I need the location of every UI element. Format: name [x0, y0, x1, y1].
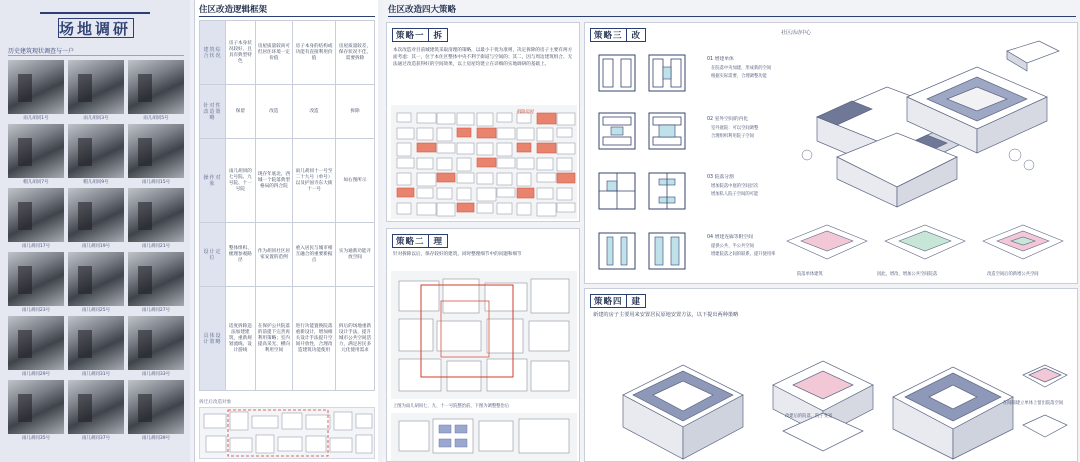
framework-title-rule [199, 16, 375, 17]
building-lot [437, 128, 452, 141]
site-photo [128, 380, 184, 444]
hutong-photo [8, 316, 64, 370]
strategy-name: 建 [631, 297, 641, 307]
demolished-building [477, 128, 496, 138]
table-cell: 雨儿胡同的七号院、九号院、十一号院 [226, 139, 256, 223]
modification-title: 02 室外空间的内化 [707, 117, 749, 122]
site-photo [128, 188, 184, 252]
site-photo [68, 188, 124, 252]
site-photo [68, 316, 124, 380]
table-cell: 房子本身状况较好、且具有典型特色 [226, 21, 256, 85]
new-build-caption-one: 改建后的院落，院子变宽 [785, 414, 833, 419]
building-lot [477, 113, 493, 126]
strategy-two-note: 上图为雨儿胡同七、九、十一号院整治前，下图为调整整治后 [393, 404, 510, 409]
row-head: 设计定位 [200, 223, 226, 287]
hutong-photo [8, 252, 64, 306]
community-center-heading: 社区活动中心 [781, 30, 812, 36]
photo-row [8, 188, 184, 252]
strategies-title-rule [388, 16, 1076, 17]
building-lot [477, 173, 493, 184]
photo-caption: 雨儿胡同19号 [81, 244, 111, 249]
strategies-panel [382, 0, 1080, 462]
hutong-photo [128, 60, 184, 114]
variant-caption: 院落单体建筑 [797, 272, 823, 277]
photo-caption: 雨儿胡同25号 [81, 308, 111, 313]
demolished-building [477, 158, 496, 167]
photo-caption: 雨儿胡同1号 [23, 116, 49, 121]
after-plan [391, 413, 577, 461]
table-cell: 房子本身的结构或功能有直接利用价值 [293, 21, 336, 85]
photo-caption: 雨儿胡同35号 [21, 436, 51, 441]
survey-subtitle: 历史建筑现状调查与一户 [8, 48, 75, 55]
table-cell: 房屋质量较差，保存状况不佳，需要拆除 [335, 21, 374, 85]
photo-caption: 雨儿胡同31号 [81, 372, 111, 377]
demolished-building [537, 143, 556, 153]
site-photo [8, 124, 64, 188]
table-row [200, 85, 375, 139]
demolished-building [457, 128, 471, 137]
row-head: 建筑综合状况 [200, 21, 226, 85]
framework-title: 住区改造逻辑框架 [199, 5, 268, 15]
photo-caption: 雨儿胡同29号 [21, 372, 51, 377]
photo-caption: 雨儿胡同17号 [21, 244, 51, 249]
courtyard-diagrams [593, 49, 703, 279]
demolition-label: 拆除房屋 [517, 110, 535, 115]
new-build-axonometrics [593, 335, 1073, 461]
building-lot [417, 188, 433, 198]
reorganize-plan [391, 271, 577, 399]
after-map [391, 413, 577, 461]
strategy-three-tag [590, 28, 646, 42]
building-lot [397, 203, 411, 214]
building-lot [497, 173, 512, 185]
building-lot [557, 143, 575, 154]
row-head: 操作对象 [200, 139, 226, 223]
demolished-building [417, 143, 436, 152]
table-cell: 实为通新功能开放空间 [335, 223, 374, 287]
building-lot [497, 188, 515, 197]
building-lot [417, 203, 436, 215]
site-photo [8, 188, 64, 252]
building-lot [497, 203, 512, 214]
site-survey-panel [0, 0, 190, 462]
strategy-number: 策略二 [396, 237, 425, 247]
subtitle-rule [8, 55, 184, 56]
hutong-photo [128, 124, 184, 178]
photo-caption: 雨儿胡同15号 [141, 180, 171, 185]
modification-line: 增建院落之间的联系，提升使用率 [711, 252, 776, 257]
building-lot [517, 173, 531, 186]
demolished-building [517, 188, 534, 198]
table-row [200, 287, 375, 391]
table-cell: 保留 [226, 85, 256, 139]
building-lot [397, 173, 411, 185]
modification-line: 增加私人院子空间的可能 [711, 192, 759, 197]
strategy-number: 策略三 [594, 31, 623, 41]
community-center-axonometric [777, 37, 1073, 215]
site-photo [128, 60, 184, 124]
variant-axonometrics [777, 211, 1073, 271]
building-lot [477, 188, 496, 201]
table-cell: 雨儿胡同十一号至二十九号（单号）以及护国寺东大街十一号 [293, 139, 336, 223]
building-lot [537, 158, 553, 170]
strategy-four-card [584, 288, 1078, 462]
table-cell: 整体组织、梳理参观路径 [226, 223, 256, 287]
table-cell: 重入居民与城市相互融合的重要新据点 [293, 223, 336, 287]
site-photo [8, 60, 64, 124]
building-lot [537, 203, 556, 216]
building-lot [457, 158, 471, 171]
demolished-building [537, 113, 556, 124]
table-cell: 如右图所示 [335, 139, 374, 223]
table-cell: 房屋质量较尚可但居住环境一定价值 [255, 21, 292, 85]
hutong-photo [8, 380, 64, 434]
hutong-photo [8, 188, 64, 242]
building-lot [517, 203, 531, 215]
hutong-photo [128, 252, 184, 306]
building-lot [437, 143, 455, 153]
table-row [200, 223, 375, 287]
modification-line: 室外庭院：可以空间调整 [711, 126, 759, 131]
site-photo [68, 380, 124, 444]
demolition-map [391, 105, 577, 219]
table-row [200, 21, 375, 85]
table-cell: 现存年底北、西城一个院落典型格局的四合院 [255, 139, 292, 223]
building-lot [557, 203, 575, 212]
strategy-four-tag [590, 294, 646, 308]
strategy-two-description: 针对拆除以后，保存较好的建筑，同时整理细节中的问题和细节 [393, 252, 522, 257]
photo-row [8, 252, 184, 316]
building-lot [457, 188, 471, 200]
framework-table [199, 20, 375, 391]
row-head: 具体设计策略 [200, 287, 226, 391]
table-cell: 改造 [255, 85, 292, 139]
modification-title: 01 增建单体 [707, 57, 734, 62]
strategy-one-tag [392, 28, 448, 42]
demolished-building [557, 173, 575, 183]
strategy-one-card [386, 22, 580, 222]
building-lot [537, 128, 553, 141]
building-lot [537, 188, 553, 199]
modification-line: 在院落中央加建，形成新的空间 [711, 66, 772, 71]
variant-caption: 因此，增改、增加公共空间院落 [877, 272, 938, 277]
building-lot [457, 173, 474, 183]
hutong-photo [128, 188, 184, 242]
row-head: 针对性改造策略 [200, 85, 226, 139]
building-lot [437, 158, 452, 170]
modification-title: 03 院落分割 [707, 175, 734, 180]
building-lot [417, 128, 433, 140]
strategy-three-card [584, 22, 1078, 284]
photo-row [8, 316, 184, 380]
hutong-photo [8, 60, 64, 114]
building-lot [437, 188, 452, 199]
photo-caption: 雨儿胡同3号 [83, 116, 109, 121]
hutong-photo [68, 188, 124, 242]
building-lot [517, 158, 534, 169]
site-photo [128, 316, 184, 380]
photo-row [8, 60, 184, 124]
table-cell: 作为胡同社区居家安置的范例 [255, 223, 292, 287]
table-cell: 改造 [293, 85, 336, 139]
modification-title: 04 增建连廊等附空间 [707, 235, 754, 240]
title-rule [40, 12, 150, 14]
building-lot [497, 128, 515, 139]
reorganize-map [391, 271, 577, 399]
map-caption: 拆迁后改造对象 [199, 400, 232, 405]
building-lot [477, 203, 493, 213]
photo-row [8, 124, 184, 188]
demolished-building [517, 143, 531, 152]
site-photo [68, 124, 124, 188]
building-lot [437, 203, 455, 216]
demolition-plan [391, 105, 577, 219]
building-lot [557, 128, 572, 137]
hutong-photo [68, 60, 124, 114]
photo-caption: 雨儿胡同39号 [141, 436, 171, 441]
site-photo [68, 252, 124, 316]
modification-line: 根据实际需要，合理调整功能 [711, 74, 767, 79]
building-lot [497, 113, 512, 122]
photo-grid [8, 60, 184, 444]
modification-line: 合理组织利用院子空间 [711, 134, 754, 139]
site-photo [128, 124, 184, 188]
strategy-two-tag [392, 234, 448, 248]
building-lot [557, 158, 572, 171]
site-photo [8, 252, 64, 316]
strategy-name: 改 [631, 31, 641, 41]
new-build-caption-two: 在间隙建立单体上留出院落空间 [1002, 401, 1064, 406]
strategy-two-card [386, 228, 580, 462]
site-photo [8, 316, 64, 380]
hutong-photo [68, 316, 124, 370]
hutong-photo [128, 316, 184, 370]
building-lot [437, 113, 455, 124]
building-lot [517, 128, 534, 140]
photo-caption: 雨儿胡同23号 [21, 308, 51, 313]
building-lot [477, 143, 493, 155]
photo-caption: 雨儿胡同33号 [141, 372, 171, 377]
building-lot [397, 128, 414, 139]
building-lot [457, 143, 474, 154]
photo-caption: 雨儿胡同27号 [141, 308, 171, 313]
building-lot [537, 173, 556, 182]
hutong-photo [128, 380, 184, 434]
survey-title: 场地调研 [58, 20, 131, 38]
strategy-four-description: 新建的房子主要用来安置居民原地安置方法，以下提出两种策略 [593, 312, 739, 318]
building-lot [557, 188, 572, 200]
photo-caption: 雨儿胡同5号 [143, 116, 169, 121]
building-lot [417, 173, 436, 186]
strategy-number: 策略一 [396, 31, 425, 41]
building-lot [497, 158, 515, 168]
table-cell: 适度拆除违法加建建筑，重新规划流线、设计游线 [226, 287, 256, 391]
variant-caption: 改造空间后的新增公共空间 [987, 272, 1039, 277]
building-lot [497, 143, 512, 156]
table-row [200, 139, 375, 223]
photo-caption: 雨儿胡同21号 [141, 244, 171, 249]
site-photo [128, 252, 184, 316]
strategies-title: 住区改造四大策略 [388, 5, 457, 15]
strategy-name: 理 [433, 237, 443, 247]
hutong-photo [68, 380, 124, 434]
building-lot [457, 113, 474, 125]
site-photo [68, 60, 124, 124]
photo-caption: 帽儿胡同9号 [83, 180, 109, 185]
demolished-building [457, 203, 474, 212]
hutong-photo [68, 252, 124, 306]
photo-caption: 雨儿胡同37号 [81, 436, 111, 441]
modification-line: 提供公共、半公共空间 [711, 244, 754, 249]
building-lot [557, 113, 575, 125]
photo-row [8, 380, 184, 444]
photo-caption: 帽儿胡同7号 [23, 180, 49, 185]
building-lot [397, 113, 411, 122]
building-lot [397, 158, 414, 168]
strategy-number: 策略四 [594, 297, 623, 307]
site-plan-map [199, 407, 375, 459]
table-cell: 拆除 [335, 85, 374, 139]
table-cell: 拆后的场地重新设计手法，提升城市公共空间活力，满足居民多元化使用需求 [335, 287, 374, 391]
framework-panel [194, 0, 378, 462]
site-plan-drawing [200, 408, 375, 459]
table-cell: 进行功能置换院落重新设计，增加相关设计手法提升空间开放性，合理改造建筑功能使用 [293, 287, 336, 391]
building-lot [417, 158, 433, 169]
modification-line: 增加院落中庭的空间层次 [711, 184, 759, 189]
hutong-photo [8, 124, 64, 178]
strategy-one-description: 本次改造对目前城建筑采取清理的策略，以最小干扰为准则，决定拆除的房子主要有两方面考虑：其一，位于本住区整体中央不利于街道与空间的；其二，因与周边建筑组合、无法通过改造获得好的空间效果，以上房屋均建立在详细的实地调研的基础上。 [393, 48, 573, 67]
building-lot [417, 113, 436, 123]
table-cell: 在保护公共院落的前提下完善再利用策略；室内提高采光、横向利用空间 [255, 287, 292, 391]
hutong-photo [68, 124, 124, 178]
demolished-building [397, 188, 414, 197]
building-lot [397, 143, 411, 156]
site-photo [8, 380, 64, 444]
demolished-building [437, 173, 455, 182]
strategy-name: 拆 [433, 31, 443, 41]
